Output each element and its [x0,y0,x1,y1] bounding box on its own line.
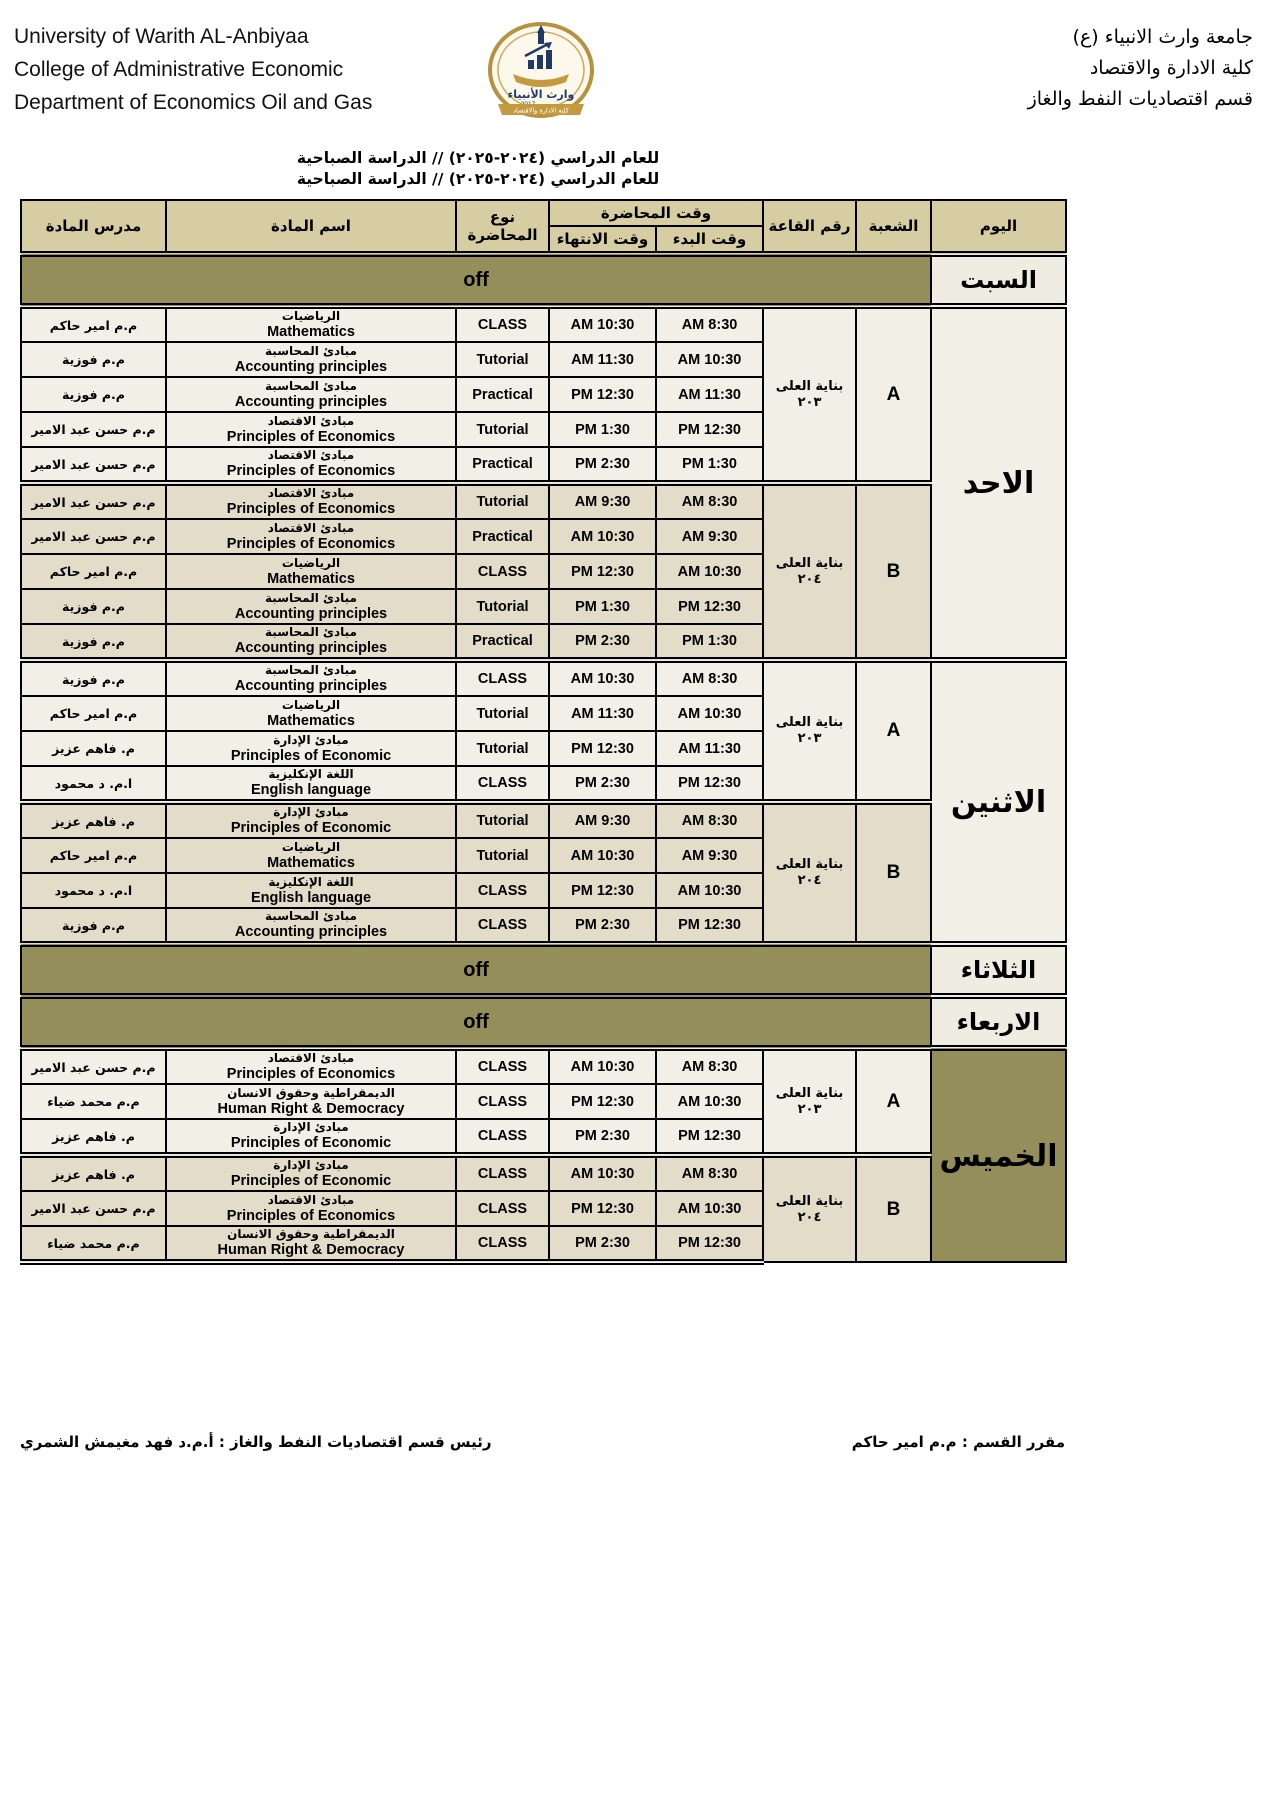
course-name-arabic: مبادئ الاقتصاد [267,1051,355,1065]
course-name-arabic: الرياضيات [281,555,341,570]
lecture-type-cell: CLASS [456,306,549,342]
section-cell: A [856,660,931,802]
course-name-arabic: مبادئ الاقتصاد [267,448,355,462]
end-time-cell: 2:30 PM [549,624,656,660]
column-header-end-time: وقت الانتهاء [549,226,656,254]
lecture-type-cell: CLASS [456,660,549,696]
university-logo [488,22,594,127]
course-name-arabic: مبادئ المحاسبة [265,378,357,393]
room-building: بناية العلى [775,1193,844,1209]
end-time-cell: 1:30 PM [549,412,656,447]
department-head: رئيس قسم اقتصاديات النفط والغاز : أ.م.د فهد مغيمش الشمري [20,1433,492,1451]
section-cell: A [856,306,931,483]
section-cell: A [856,1048,931,1155]
lecture-type-cell: Tutorial [456,342,549,377]
section-cell: B [856,483,931,660]
course-name-arabic: الرياضيات [281,839,341,854]
course-name-english: Mathematics [267,570,355,587]
lecture-type-cell: CLASS [456,908,549,944]
end-time-cell: 12:30 PM [549,731,656,766]
course-name-arabic: مبادئ المحاسبة [265,663,357,677]
course-name-arabic: مبادئ الاقتصاد [267,1192,355,1207]
lecture-type-cell: Tutorial [456,696,549,731]
university-name-english [14,20,372,119]
instructor-cell: م.م حسن عبد الامير [21,483,166,519]
start-time-cell: 8:30 AM [656,802,763,838]
university-line-ar: جامعة وارث الانبياء (ع) [1072,26,1253,48]
timetable [20,199,1067,1265]
instructor-cell: م.م امير حاكم [21,554,166,589]
document-title [20,148,936,190]
course-name-english: Principles of Economics [226,501,396,517]
end-time-cell: 10:30 AM [549,1048,656,1084]
start-time-cell: 12:30 PM [656,589,763,624]
header-row-1 [21,200,1066,226]
end-time-cell: 12:30 PM [549,1084,656,1119]
instructor-cell: م.م امير حاكم [21,838,166,873]
course-name-english: Human Right & Democracy [217,1100,405,1117]
course-name-arabic: اللغة الإنكليزية [268,767,354,781]
section-cell: B [856,1155,931,1262]
instructor-cell: م.م فوزية [21,589,166,624]
room-cell [763,1155,856,1262]
start-time-cell: 8:30 AM [656,306,763,342]
room-number: ٢٠٣ [797,1101,822,1117]
room-number: ٢٠٤ [797,873,822,888]
table-row [21,254,1066,306]
course-name-english: Accounting principles [234,393,388,410]
course-name-cell [166,483,456,519]
end-time-cell: 2:30 PM [549,1226,656,1262]
signature-row [20,1433,1065,1451]
instructor-cell: م. فاهم عزيز [21,731,166,766]
instructor-cell: م.م فوزية [21,908,166,944]
lecture-type-cell: CLASS [456,1226,549,1262]
course-name-arabic: الرياضيات [281,309,341,323]
table-row [21,1048,1066,1084]
lecture-type-cell: Practical [456,624,549,660]
course-name-english: Accounting principles [234,358,388,375]
department-coordinator: مقرر القسم : م.م امير حاكم [851,1433,1065,1451]
lecture-type-cell: CLASS [456,766,549,802]
lecture-type-cell: Tutorial [456,589,549,624]
course-name-cell [166,1226,456,1262]
instructor-cell: م. فاهم عزيز [21,1119,166,1155]
room-cell [763,483,856,660]
table-row [21,660,1066,696]
column-header-room: رقم القاعة [763,200,856,254]
lecture-type-cell: Practical [456,377,549,412]
course-name-arabic: مبادئ المحاسبة [265,343,357,358]
start-time-cell: 8:30 AM [656,660,763,696]
start-time-cell: 12:30 PM [656,1119,763,1155]
instructor-cell: م.م فوزية [21,377,166,412]
course-name-cell [166,1155,456,1191]
start-time-cell: 10:30 AM [656,342,763,377]
start-time-cell: 10:30 AM [656,554,763,589]
start-time-cell: 1:30 PM [656,624,763,660]
lecture-type-cell: Tutorial [456,483,549,519]
start-time-cell: 9:30 AM [656,838,763,873]
end-time-cell: 2:30 PM [549,1119,656,1155]
end-time-cell: 2:30 PM [549,766,656,802]
title-line-1: للعام الدراسي (٢٠٢٤-٢٠٢٥) // الدراسة الصباحية [296,149,660,167]
lecture-type-cell: CLASS [456,1048,549,1084]
course-name-arabic: مبادئ الإدارة [273,1120,349,1134]
course-name-arabic: مبادئ المحاسبة [265,625,357,639]
end-time-cell: 10:30 AM [549,660,656,696]
course-name-english: Principles of Economics [226,1066,396,1082]
off-cell: off [21,944,931,996]
course-name-arabic: الرياضيات [281,697,341,712]
lecture-type-cell: CLASS [456,554,549,589]
course-name-arabic: الديمقراطية وحقوق الانسان [227,1227,395,1241]
day-cell: الثلاثاء [931,944,1066,996]
course-name-cell [166,624,456,660]
logo-banner-text: كلية الادارة والاقتصاد [513,106,569,115]
lecture-type-cell: Practical [456,519,549,554]
letterhead [14,12,1253,134]
course-name-cell [166,696,456,731]
column-header-start-time: وقت البدء [656,226,763,254]
instructor-cell: م.م محمد ضياء [21,1084,166,1119]
start-time-cell: 10:30 AM [656,1084,763,1119]
end-time-cell: 10:30 AM [549,1155,656,1191]
start-time-cell: 10:30 AM [656,1191,763,1226]
lecture-type-cell: Tutorial [456,802,549,838]
course-name-cell [166,306,456,342]
course-name-arabic: مبادئ الإدارة [273,805,349,819]
college-line: College of Administrative Economic [14,58,344,81]
end-time-cell: 12:30 PM [549,554,656,589]
room-building: بناية العلى [775,555,844,571]
lecture-type-cell: CLASS [456,1119,549,1155]
course-name-cell [166,731,456,766]
course-name-cell [166,377,456,412]
university-logo-emblem [488,22,594,122]
table-row [21,802,1066,838]
course-name-english: Principles of Economics [226,535,396,552]
end-time-cell: 10:30 AM [549,519,656,554]
end-time-cell: 12:30 PM [549,1191,656,1226]
instructor-cell: م.م امير حاكم [21,306,166,342]
lecture-type-cell: Tutorial [456,838,549,873]
room-number: ٢٠٣ [797,394,822,410]
start-time-cell: 9:30 AM [656,519,763,554]
column-header-section: الشعبة [856,200,931,254]
start-time-cell: 8:30 AM [656,1155,763,1191]
course-name-english: Principles of Economic [230,820,392,836]
department-line-ar: قسم اقتصاديات النفط والغاز [1027,88,1253,110]
end-time-cell: 12:30 PM [549,377,656,412]
room-cell [763,802,856,944]
table-row [21,996,1066,1048]
lecture-type-cell: CLASS [456,1084,549,1119]
course-name-arabic: مبادئ الاقتصاد [267,413,355,428]
start-time-cell: 8:30 AM [656,1048,763,1084]
room-building: بناية العلى [775,857,844,872]
instructor-cell: م.م حسن عبد الامير [21,1191,166,1226]
course-name-english: Accounting principles [234,640,388,656]
start-time-cell: 12:30 PM [656,1226,763,1262]
start-time-cell: 8:30 AM [656,483,763,519]
lecture-type-cell: Tutorial [456,412,549,447]
course-name-english: English language [250,782,372,798]
start-time-cell: 10:30 AM [656,696,763,731]
start-time-cell: 11:30 AM [656,377,763,412]
course-name-arabic: مبادئ المحاسبة [265,590,357,605]
instructor-cell: م.م امير حاكم [21,696,166,731]
course-name-english: Mathematics [267,324,355,340]
end-time-cell: 10:30 AM [549,306,656,342]
start-time-cell: 12:30 PM [656,766,763,802]
room-cell [763,660,856,802]
table-row [21,1155,1066,1191]
room-number: ٢٠٤ [797,1209,822,1225]
instructor-cell: م.م محمد ضياء [21,1226,166,1262]
column-header-lecture-time: وقت المحاضرة [549,200,763,226]
instructor-cell: م.م حسن عبد الامير [21,412,166,447]
lecture-type-cell: CLASS [456,1191,549,1226]
course-name-english: Principles of Economics [226,463,396,479]
university-line: University of Warith AL-Anbiyaa [14,25,309,48]
end-time-cell: 9:30 AM [549,802,656,838]
day-cell: الاثنين [931,660,1066,944]
section-cell: B [856,802,931,944]
instructor-cell: م.م فوزية [21,660,166,696]
off-cell: off [21,996,931,1048]
course-name-english: Principles of Economics [226,428,396,445]
university-name-arabic [1028,22,1253,115]
instructor-cell: م.م فوزية [21,624,166,660]
day-cell: السبت [931,254,1066,306]
day-cell: الاحد [931,306,1066,660]
start-time-cell: 1:30 PM [656,447,763,483]
course-name-english: Accounting principles [234,605,388,622]
course-name-english: Accounting principles [234,924,388,940]
lecture-type-cell: Tutorial [456,731,549,766]
start-time-cell: 10:30 AM [656,873,763,908]
day-cell: الخميس [931,1048,1066,1262]
course-name-english: English language [250,889,372,906]
course-name-cell [166,519,456,554]
course-name-english: Accounting principles [234,678,388,694]
title-line-2: للعام الدراسي (٢٠٢٤-٢٠٢٥) // الدراسة الصباحية [296,170,660,188]
room-number: ٢٠٣ [797,731,822,746]
start-time-cell: 12:30 PM [656,908,763,944]
course-name-arabic: مبادئ الاقتصاد [267,486,355,500]
start-time-cell: 12:30 PM [656,412,763,447]
course-name-cell [166,1119,456,1155]
course-name-arabic: مبادئ الاقتصاد [267,520,355,535]
instructor-cell: م.م حسن عبد الامير [21,447,166,483]
end-time-cell: 1:30 PM [549,589,656,624]
room-building: بناية العلى [775,1085,844,1101]
course-name-english: Principles of Economic [230,1173,392,1189]
instructor-cell: ا.م. د محمود [21,766,166,802]
course-name-english: Mathematics [267,854,355,871]
room-number: ٢٠٤ [797,571,822,587]
room-building: بناية العلى [775,715,844,730]
course-name-english: Human Right & Democracy [217,1242,405,1258]
end-time-cell: 12:30 PM [549,873,656,908]
end-time-cell: 10:30 AM [549,838,656,873]
course-name-cell [166,1191,456,1226]
instructor-cell: م.م حسن عبد الامير [21,519,166,554]
instructor-cell: ا.م. د محمود [21,873,166,908]
end-time-cell: 2:30 PM [549,447,656,483]
college-line-ar: كلية الادارة والاقتصاد [1089,57,1253,79]
course-name-cell [166,1084,456,1119]
course-name-arabic: اللغة الإنكليزية [268,874,354,889]
course-name-cell [166,447,456,483]
start-time-cell: 11:30 AM [656,731,763,766]
course-name-english: Principles of Economic [230,747,392,764]
day-cell: الاربعاء [931,996,1066,1048]
column-header-instructor: مدرس المادة [21,200,166,254]
off-cell: off [21,254,931,306]
table-row [21,944,1066,996]
instructor-cell: م.م حسن عبد الامير [21,1048,166,1084]
course-name-english: Principles of Economics [226,1207,396,1224]
course-name-cell [166,1048,456,1084]
logo-calligraphy-text: وارث الأنبياء [507,88,575,101]
column-header-course-name: اسم المادة [166,200,456,254]
course-name-cell [166,802,456,838]
table-row [21,483,1066,519]
instructor-cell: م. فاهم عزيز [21,1155,166,1191]
course-name-arabic: مبادئ الإدارة [273,732,349,747]
course-name-arabic: مبادئ الإدارة [273,1158,349,1172]
course-name-english: Mathematics [267,712,355,729]
instructor-cell: م. فاهم عزيز [21,802,166,838]
table-row [21,306,1066,342]
room-building: بناية العلى [775,378,844,394]
course-name-cell [166,412,456,447]
column-header-day: اليوم [931,200,1066,254]
course-name-arabic: الديمقراطية وحقوق الانسان [227,1085,395,1100]
course-name-cell [166,873,456,908]
course-name-cell [166,908,456,944]
lecture-type-cell: CLASS [456,1155,549,1191]
room-cell [763,306,856,483]
end-time-cell: 11:30 AM [549,342,656,377]
column-header-lecture-type: نوع المحاضرة [456,200,549,254]
course-name-cell [166,838,456,873]
end-time-cell: 11:30 AM [549,696,656,731]
course-name-cell [166,660,456,696]
course-name-english: Principles of Economic [230,1135,392,1151]
end-time-cell: 2:30 PM [549,908,656,944]
course-name-cell [166,342,456,377]
instructor-cell: م.م فوزية [21,342,166,377]
course-name-cell [166,554,456,589]
lecture-type-cell: CLASS [456,873,549,908]
lecture-type-cell: Practical [456,447,549,483]
course-name-arabic: مبادئ المحاسبة [265,909,357,923]
end-time-cell: 9:30 AM [549,483,656,519]
department-line: Department of Economics Oil and Gas [14,91,373,114]
room-cell [763,1048,856,1155]
course-name-cell [166,589,456,624]
course-name-cell [166,766,456,802]
